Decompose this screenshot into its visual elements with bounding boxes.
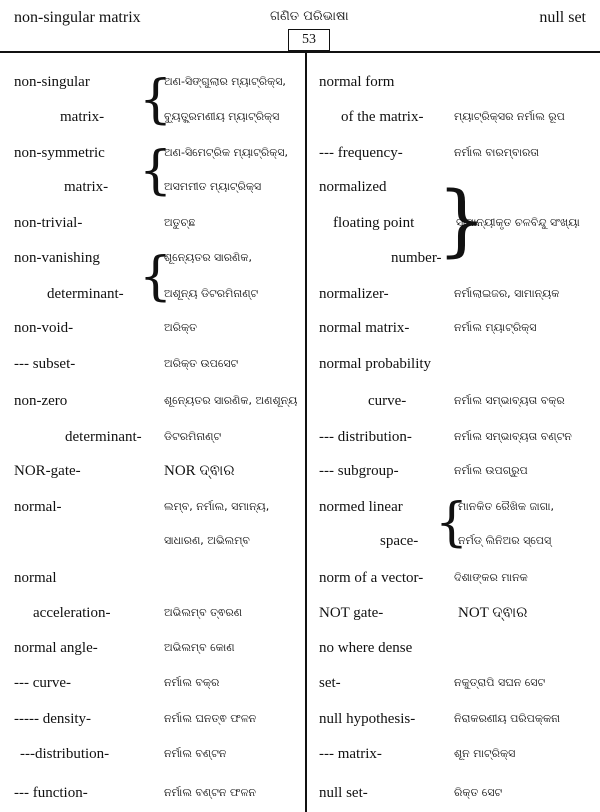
left-term: acceleration-	[33, 605, 111, 621]
right-translation: ନର୍ମାଲ ଉପଗ୍ରୁପ	[454, 464, 528, 477]
right-translation: ନର୍ମାଲ ସମ୍ଭାବ୍ୟତା ବକ୍ର	[454, 394, 565, 407]
right-term: normalizer-	[319, 286, 389, 302]
left-term: normal	[14, 570, 57, 586]
right-translation: ଶୂନ ମାଟ୍ରିକ୍ସ	[454, 747, 516, 760]
left-translation: ଅଣ-ସିଙ୍ଗୁଲାର ମ୍ୟାଟ୍ରିକ୍ସ,	[164, 75, 286, 88]
left-translation: ନର୍ମାଲ ବକ୍ର	[164, 676, 220, 689]
left-term: non-zero	[14, 393, 68, 409]
left-translation: ଅରିକ୍ତ ଉପସେଟ	[164, 357, 239, 370]
left-term: NOR-gate-	[14, 463, 81, 479]
header-first-term: non-singular matrix	[14, 9, 141, 26]
brace-right-normed-linear: {	[435, 493, 469, 553]
right-translation: ନର୍ମାଲ ମ୍ୟାଟ୍ରିକ୍ସ	[454, 321, 537, 334]
left-term: --- curve-	[14, 675, 72, 691]
brace-left-non-singular: {	[139, 70, 173, 130]
left-term: normal-	[14, 499, 62, 515]
right-term: null set-	[319, 785, 368, 801]
left-translation: ନର୍ମାଲ ବଣ୍ଟନ	[164, 747, 227, 760]
left-term: non-void-	[14, 320, 74, 336]
right-translation: ସାମାନ୍ୟୀକୃତ ଚଳବିନ୍ଦୁ ସଂଖ୍ୟା	[456, 216, 580, 229]
left-term: matrix-	[60, 109, 105, 125]
left-translation: ଡିଟରମିନାଣ୍ଟ	[164, 430, 222, 443]
right-translation: ନର୍ମାଲାଇଜର, ସାମାନ୍ୟକ	[454, 287, 560, 300]
left-term: non-trivial-	[14, 215, 83, 231]
left-translation: ଅଣ-ସିମେଟ୍ରିକ ମ୍ୟାଟ୍ରିକ୍ସ,	[164, 146, 289, 159]
right-term: normed linear	[319, 499, 403, 515]
left-translation: ଅତୁଚ୍ଛ	[164, 216, 196, 229]
right-term: null hypothesis-	[319, 711, 416, 727]
left-term: --- subset-	[14, 356, 76, 372]
right-term: normal form	[319, 74, 395, 90]
left-term: ---distribution-	[20, 746, 110, 762]
left-translation: ନର୍ମାଲ ଘନତ୍ଵ ଫଳନ	[164, 712, 257, 725]
left-translation: ଶୂନ୍ୟେତର ସାରଣିକ,	[164, 251, 252, 264]
right-term: normal matrix-	[319, 320, 410, 336]
left-term: --- function-	[14, 785, 88, 801]
left-translation: ନର୍ମାଲ ବଣ୍ଟନ ଫଳନ	[164, 786, 256, 799]
left-translation: ବ୍ୟୁତ୍କ୍ରମଣୀୟ ମ୍ୟାଟ୍ରିକ୍ସ	[164, 110, 280, 123]
left-translation: ଅରିକ୍ତ	[164, 321, 197, 334]
right-term: no where dense	[319, 640, 413, 656]
right-term: --- matrix-	[319, 746, 382, 762]
right-translation: ନର୍ମାଲ ସମ୍ଭାବ୍ୟତା ବଣ୍ଟନ	[454, 430, 572, 443]
right-term: --- frequency-	[319, 145, 403, 161]
right-term: NOT gate-	[319, 605, 384, 621]
left-term: non-symmetric	[14, 145, 105, 161]
brace-left-non-symmetric: {	[139, 141, 173, 201]
left-translation: ଶୂନ୍ୟେତର ସାରଣିକ, ଅଣଶୂନ୍ୟ	[164, 394, 298, 407]
right-term: space-	[380, 533, 419, 549]
right-term: norm of a vector-	[319, 570, 424, 586]
left-translation: ସାଧାରଣ, ଅଭିଲମ୍ବ	[164, 534, 250, 547]
left-term: normal angle-	[14, 640, 98, 656]
left-translation: NOR ଦ୍ଵାର	[164, 463, 235, 479]
page-number: 53	[288, 29, 330, 51]
header-last-term: null set	[539, 9, 586, 26]
left-term: non-singular	[14, 74, 90, 90]
right-translation: ନିରାକରଣୀୟ ପରିପକ୍କନା	[454, 712, 560, 725]
right-term: of the matrix-	[341, 109, 424, 125]
right-term: normal probability	[319, 356, 432, 372]
right-term: floating point	[333, 215, 415, 231]
header-rule	[0, 51, 600, 53]
left-translation: ଲମ୍ବ, ନର୍ମାଲ, ସମାନ୍ୟ,	[164, 500, 270, 513]
right-term: number-	[391, 250, 442, 266]
left-term: determinant-	[47, 286, 124, 302]
left-term: matrix-	[64, 179, 109, 195]
right-term: set-	[319, 675, 341, 691]
left-translation: ଅଭିଲମ୍ବ କୋଣ	[164, 641, 235, 654]
brace-right-normalized: }	[437, 176, 487, 266]
right-term: --- subgroup-	[319, 463, 399, 479]
right-translation: ରିକ୍ତ ସେଟ	[454, 786, 503, 799]
right-translation: ନକୁତ୍ରାପି ସଘନ ସେଟ	[454, 676, 546, 689]
right-translation: ନର୍ମାଲ ବାରମ୍ବାରତା	[454, 146, 540, 159]
right-translation: ଦିଶାଙ୍କର ମାନକ	[454, 571, 528, 584]
left-term: non-vanishing	[14, 250, 100, 266]
right-term: --- distribution-	[319, 429, 412, 445]
left-term: determinant-	[65, 429, 142, 445]
left-translation: ଅଭିଲମ୍ବ ତ୍ଵରଣ	[164, 606, 243, 619]
brace-left-non-vanishing: {	[139, 247, 173, 307]
header-title: ଗଣିତ ପରିଭାଷା	[270, 9, 349, 24]
column-divider	[305, 51, 307, 812]
right-term: curve-	[368, 393, 407, 409]
right-translation: ମ୍ୟାଟ୍ରିକ୍ସର ନର୍ମାଲ ରୂପ	[454, 110, 565, 123]
left-translation: ଅସମମୀତ ମ୍ୟାଟ୍ରିକ୍ସ	[164, 180, 262, 193]
right-term: normalized	[319, 179, 387, 195]
right-translation: NOT ଦ୍ଵାର	[458, 605, 528, 621]
left-term: ----- density-	[14, 711, 92, 727]
left-translation: ଅଶୂନ୍ୟ ଡିଟରମିନାଣ୍ଟ	[164, 287, 259, 300]
right-translation: ମାନକିତ ରୈଖିକ ଜାଗା,	[458, 500, 555, 513]
right-translation: ନର୍ମଡ୍ ଲିନିଅର ସ୍ପେସ୍	[458, 534, 552, 547]
